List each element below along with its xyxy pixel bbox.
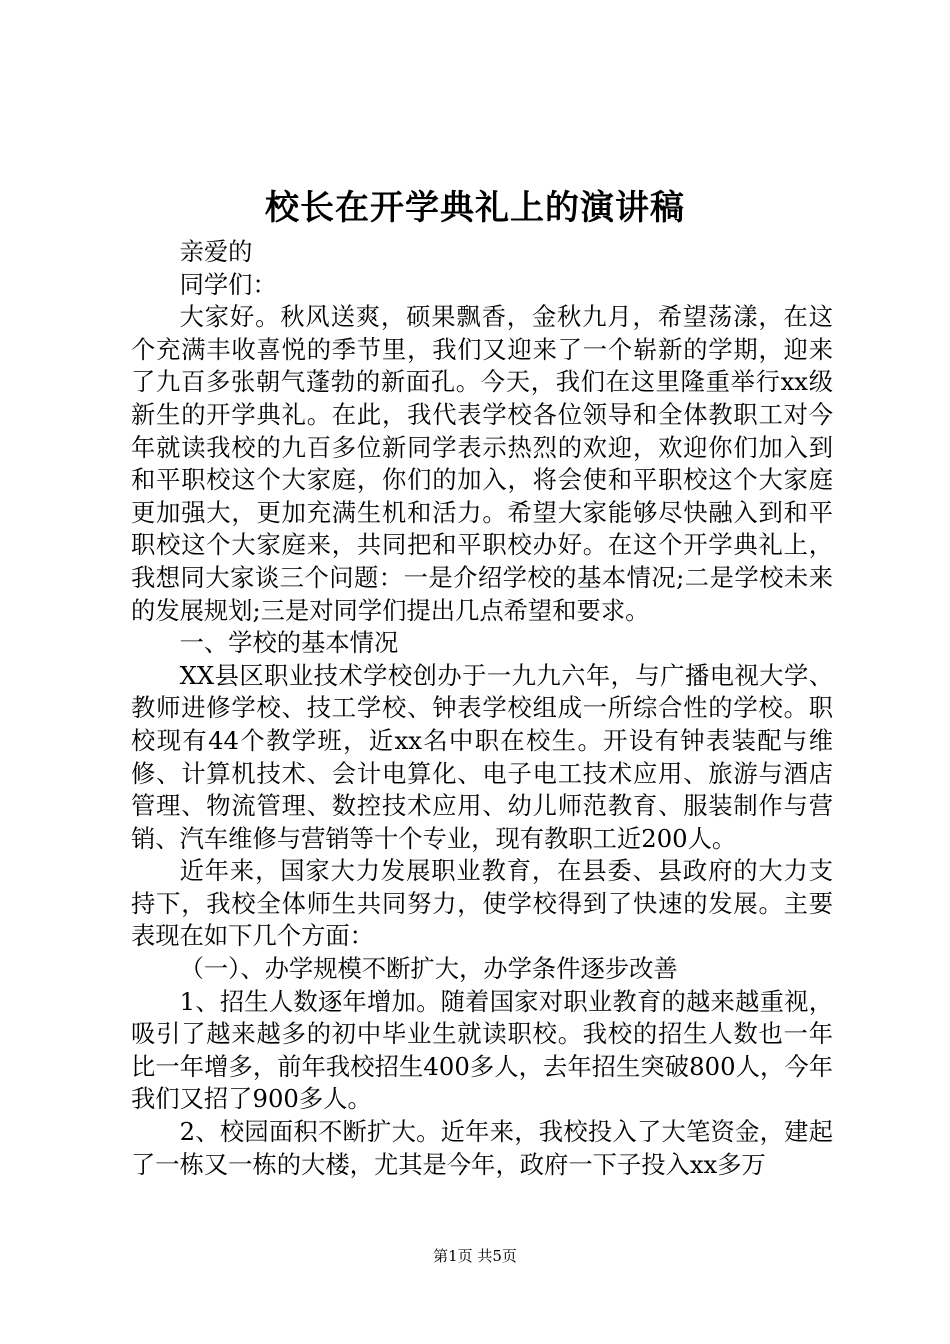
paragraph-campus-area: 2、校园面积不断扩大。近年来，我校投入了大笔资金，建起了一栋又一栋的大楼，尤其是今年，政府一下子投入xx多万 bbox=[131, 1117, 833, 1179]
document-title: 校长在开学典礼上的演讲稿 bbox=[265, 188, 685, 228]
paragraph-recent-development: 近年来，国家大力发展职业教育，在县委、县政府的大力支持下，我校全体师生共同努力，使学校得到了快速的发展。主要表现在如下几个方面： bbox=[131, 856, 833, 951]
paragraph-greeting: 大家好。秋风送爽，硕果飘香，金秋九月，希望荡漾，在这个充满丰收喜悦的季节里，我们又迎来了一个崭新的学期，迎来了九百多张朝气蓬勃的新面孔。今天，我们在这里隆重举行xx级新生的开学典礼。在此，我代表学校各位领导和全体教职工对今年就读我校的九百多位新同学表示热烈的欢迎，欢迎你们加入到和平职校这个大家庭，你们的加入，将会使和平职校这个大家庭更加强大，更加充满生机和活力。希望大家能够尽快融入到和平职校这个大家庭来，共同把和平职校办好。在这个开学典礼上，我想同大家谈三个问题：一是介绍学校的基本情况;二是学校未来的发展规划;三是对同学们提出几点希望和要求。 bbox=[131, 302, 833, 625]
page-number-footer: 第1页 共5页 bbox=[433, 1247, 517, 1265]
paragraph-enrollment: 1、招生人数逐年增加。随着国家对职业教育的越来越重视，吸引了越来越多的初中毕业生就读职校。我校的招生人数也一年比一年增多，前年我校招生400多人，去年招生突破800人，今年我们又招了900多人。 bbox=[131, 986, 833, 1114]
salutation-line-2: 同学们： bbox=[179, 269, 277, 299]
section-heading-basic-info: 一、学校的基本情况 bbox=[179, 628, 399, 658]
paragraph-school-overview: XX县区职业技术学校创办于一九九六年，与广播电视大学、教师进修学校、技工学校、钟表学校组成一所综合性的学校。职校现有44个教学班，近xx名中职在校生。开设有钟表装配与维修、计算机技术、会计电算化、电子电工技术应用、旅游与酒店管理、物流管理、数控技术应用、幼儿师范教育、服装制作与营销、汽车维修与营销等十个专业，现有教职工近200人。 bbox=[131, 660, 833, 853]
document-body bbox=[131, 236, 833, 1181]
subheading-scale-expansion: （一）、办学规模不断扩大，办学条件逐步改善 bbox=[179, 954, 678, 984]
salutation-line-1: 亲爱的 bbox=[179, 237, 253, 266]
